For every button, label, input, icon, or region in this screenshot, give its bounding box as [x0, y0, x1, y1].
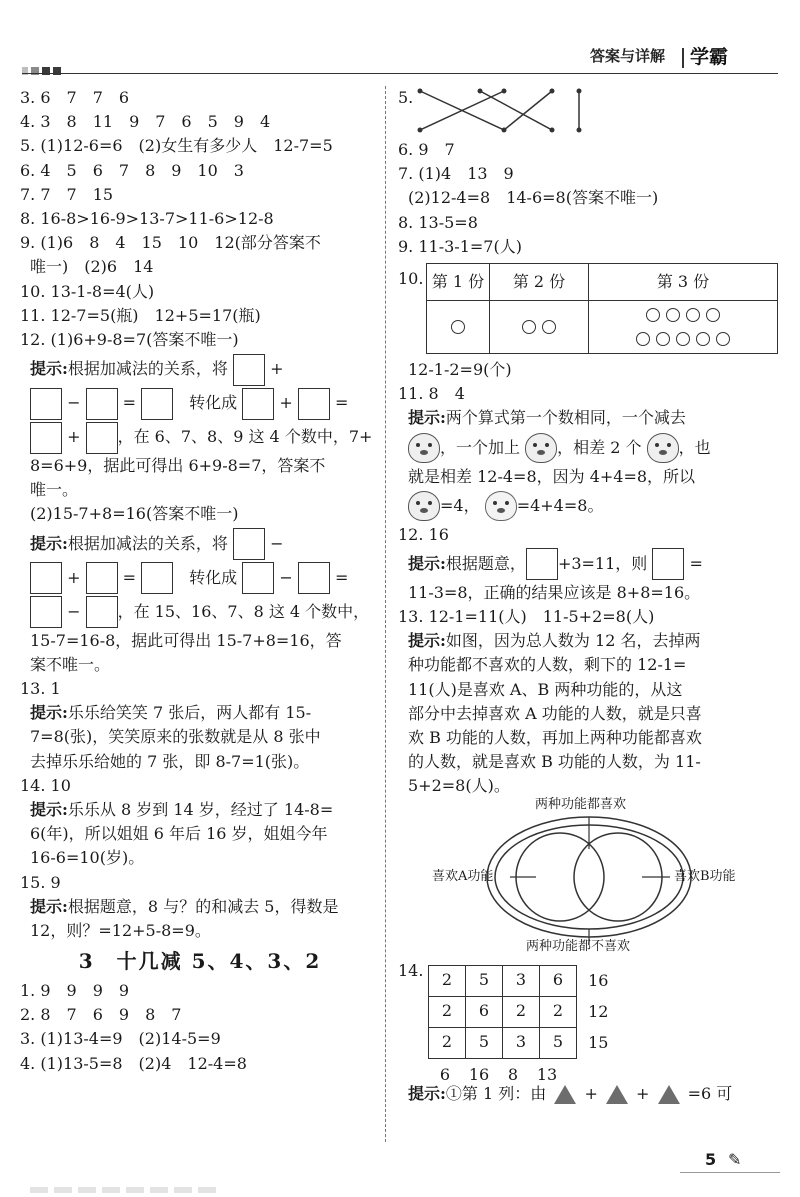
hint-line: 7=8(张)，笑笑原来的张数就是从 8 张中 — [30, 727, 321, 747]
hint-line: − = 转化成 + = — [20, 386, 380, 420]
hint-line — [20, 701, 380, 725]
hint-line: 的人数，就是喜欢 B 功能的人数，为 11- — [408, 752, 701, 772]
circle-icon — [706, 308, 720, 322]
hint-line: 5+2=8(人)。 — [408, 776, 510, 796]
tiger-icon — [485, 491, 517, 521]
circle-icon — [686, 308, 700, 322]
blank-box — [30, 422, 62, 454]
hint-line — [398, 406, 780, 430]
answer-line: 3. (1)13-4=9 (2)14-5=9 — [20, 1029, 221, 1049]
hint-line: 唯一。 — [30, 480, 79, 500]
hint-label: 提示: — [408, 631, 446, 651]
hint-text: =4+4=8。 — [516, 495, 604, 515]
blank-box — [30, 596, 62, 628]
answer-line: 9. 11-3-1=7(人) — [398, 236, 522, 256]
grouping-table — [426, 263, 778, 354]
answer-line: 12-1-2=9(个) — [408, 359, 512, 379]
hint-line: 提示:根据加减法的关系，将 + — [20, 352, 380, 386]
triangle-icon — [606, 1085, 628, 1104]
blank-box — [298, 388, 330, 420]
hint-line: 提示:①第 1 列：由 + + =6 可 — [408, 1083, 733, 1103]
column-divider — [385, 86, 386, 1142]
hint-text: = — [689, 553, 703, 573]
blank-box — [30, 388, 62, 420]
hint-line: 案不唯一。 — [30, 654, 111, 674]
hint-line: + ，在 6、7、8、9 这 4 个数中，7+ — [20, 420, 380, 454]
hint-text: ①第 1 列：由 — [445, 1083, 547, 1103]
answer-line: 9. (1)6 8 4 15 10 12(部分答案不 — [20, 233, 321, 253]
circle-icon — [636, 332, 650, 346]
hint-line — [20, 798, 380, 822]
table-cell — [589, 300, 778, 353]
grid-cell: 2 — [540, 996, 577, 1027]
hint-text: +3=11，则 — [557, 553, 648, 573]
answer-line: 12. 16 — [398, 524, 449, 544]
answer-line: 15. 9 — [20, 872, 61, 892]
hint-text: ，在 6、7、8、9 这 4 个数中，7+ — [117, 427, 373, 447]
blank-box — [242, 562, 274, 594]
blank-box — [298, 562, 330, 594]
circle-icon — [451, 320, 465, 334]
table-header: 第 3 份 — [589, 263, 778, 300]
hint-label: 提示: — [408, 1083, 446, 1103]
q5-block — [398, 86, 780, 138]
hint-line: 15-7=16-8，据此可得出 15-7+8=16，答 — [30, 630, 342, 650]
column-sum: 6 — [439, 1064, 451, 1084]
footer-rule — [680, 1172, 780, 1173]
section-title: 3 十几减 5、4、3、2 — [78, 949, 322, 974]
grid-cell: 2 — [429, 996, 466, 1027]
hint-text: 根据题意，8 与？的和减去 5，得数是 — [67, 896, 339, 916]
number-grid-wrap — [428, 965, 608, 1087]
hint-line — [398, 629, 780, 653]
answer-line: 5. — [398, 88, 414, 107]
answer-line: 10. — [398, 268, 424, 288]
puppy-icon — [525, 433, 557, 463]
hint-text: ，相差 2 个 — [557, 437, 642, 457]
venn-label-a: 喜欢A功能 — [432, 868, 494, 884]
hint-text: 根据题意， — [445, 553, 526, 573]
matching-lines-diagram — [416, 86, 616, 138]
header-rule — [22, 73, 778, 74]
hint-text: =4， — [440, 495, 480, 515]
hint-text: 乐乐给笑笑 7 张后，两人都有 15- — [67, 703, 312, 723]
blank-box — [86, 596, 118, 628]
blank-box — [141, 388, 173, 420]
q14-block — [398, 959, 780, 1084]
answer-line: 4. (1)13-5=8 (2)4 12-4=8 — [20, 1053, 247, 1073]
circle-icon — [676, 332, 690, 346]
answer-line: 12. (1)6+9-8=7(答案不唯一) — [20, 329, 239, 349]
circle-icon — [716, 332, 730, 346]
hint-line: 11-3=8，正确的结果应该是 8+8=16。 — [408, 582, 701, 602]
hint-line: 去掉乐乐给她的 7 张，即 8-7=1(张)。 — [30, 751, 310, 771]
blank-box — [86, 388, 118, 420]
hint-label: 提示: — [408, 553, 446, 573]
triangle-icon — [658, 1085, 680, 1104]
hint-line: 8=6+9，据此可得出 6+9-8=7，答案不 — [30, 456, 326, 476]
footer-decoration — [30, 1178, 770, 1188]
hint-line: 12，则？=12+5-8=9。 — [30, 920, 211, 940]
hint-line — [398, 431, 780, 465]
blank-box — [30, 562, 62, 594]
answer-line: 13. 1 — [20, 679, 61, 698]
hint-label: 提示: — [30, 533, 68, 553]
hint-line — [20, 895, 380, 919]
hint-text: 转化成 — [189, 393, 238, 413]
answer-line: 10. 13-1-8=4(人) — [20, 281, 155, 301]
hint-text: 两个算式第一个数相同，一个减去 — [445, 408, 686, 428]
venn-label-both: 两种功能都喜欢 — [535, 796, 627, 812]
hint-line: 种功能都不喜欢的人数，剩下的 12-1= — [408, 655, 687, 675]
circle-icon — [522, 320, 536, 334]
row-sums — [588, 965, 608, 1058]
grid-cell: 2 — [429, 965, 466, 996]
column-sum: 8 — [507, 1064, 519, 1084]
answer-line: 6. 4 5 6 7 8 9 10 3 — [20, 160, 244, 180]
circle-icon — [542, 320, 556, 334]
hint-text: ，一个加上 — [440, 437, 521, 457]
answer-line: (2)12-4=8 14-6=8(答案不唯一) — [408, 188, 659, 208]
header-separator — [682, 48, 684, 68]
circle-icon — [646, 308, 660, 322]
grid-cell: 5 — [466, 1027, 503, 1058]
table-cell — [427, 300, 490, 353]
row-sum: 15 — [588, 1032, 609, 1052]
grid-cell: 5 — [540, 1027, 577, 1058]
hint-line — [398, 489, 780, 523]
row-sum: 12 — [588, 1001, 609, 1021]
blank-box — [652, 548, 684, 580]
circle-icon — [666, 308, 680, 322]
hint-line: − ，在 15、16、7、8 这 4 个数中， — [20, 595, 380, 629]
circle-icon — [656, 332, 670, 346]
row-sum: 16 — [588, 970, 609, 990]
header-decoration — [22, 60, 64, 79]
blank-box — [86, 422, 118, 454]
column-sums — [428, 1063, 608, 1087]
hint-text: 根据加减法的关系，将 — [67, 359, 228, 379]
hint-line: 11(人)是喜欢 A、B 两种功能的，从这 — [408, 679, 683, 699]
answer-line: 2. 8 7 6 9 8 7 — [20, 1005, 182, 1025]
page-number: 5 — [705, 1150, 717, 1169]
hint-label: 提示: — [30, 896, 68, 916]
hint-text: 转化成 — [189, 567, 238, 587]
hint-line: 部分中去掉喜欢 A 功能的人数，就是只喜 — [408, 703, 702, 723]
hint-text: 根据加减法的关系，将 — [67, 533, 228, 553]
hint-text: ，在 15、16、7、8 这 4 个数中， — [117, 601, 370, 621]
blank-box — [233, 528, 265, 560]
hint-label: 提示: — [30, 359, 68, 379]
puppy-icon — [408, 433, 440, 463]
answer-line: 1. 9 9 9 9 — [20, 981, 130, 1001]
table-cell — [490, 300, 589, 353]
left-column — [20, 86, 380, 1076]
hint-text: =6 可 — [687, 1083, 733, 1103]
table-header: 第 2 份 — [490, 263, 589, 300]
blank-box — [526, 548, 558, 580]
venn-label-neither: 两种功能都不喜欢 — [526, 938, 631, 954]
grid-cell: 5 — [466, 965, 503, 996]
answer-line: 8. 16-8>16-9>13-7>11-6>12-8 — [20, 208, 274, 228]
hint-line — [398, 547, 780, 581]
answer-line: 14. 10 — [20, 775, 71, 795]
answer-line: 13. 12-1=11(人) 11-5+2=8(人) — [398, 607, 655, 627]
answer-line: 7. 7 7 15 — [20, 184, 114, 204]
answer-line: 5. (1)12-6=6 (2)女生有多少人 12-7=5 — [20, 136, 333, 156]
blank-box — [233, 354, 265, 386]
hint-line: 6(年)，所以姐姐 6 年后 16 岁，姐姐今年 — [30, 824, 328, 844]
answer-line: 11. 8 4 — [398, 384, 465, 404]
answer-line: 7. (1)4 13 9 — [398, 164, 514, 184]
answer-line: 11. 12-7=5(瓶) 12+5=17(瓶) — [20, 305, 261, 325]
answer-line: 14. — [398, 960, 424, 980]
number-grid — [428, 965, 577, 1059]
hint-label: 提示: — [30, 799, 68, 819]
pencil-icon: ✎ — [728, 1150, 742, 1169]
blank-box — [86, 562, 118, 594]
blank-box — [141, 562, 173, 594]
answer-line: 唯一) (2)6 14 — [30, 257, 154, 277]
blank-box — [242, 388, 274, 420]
hint-line: 欢 B 功能的人数，再加上两种功能都喜欢 — [408, 728, 702, 747]
answer-line: (2)15-7+8=16(答案不唯一) — [30, 504, 239, 524]
hint-text: 乐乐从 8 岁到 14 岁，经过了 14-8= — [67, 799, 334, 819]
hint-line: 16-6=10(岁)。 — [30, 848, 145, 868]
hint-label: 提示: — [30, 703, 68, 723]
grid-cell: 2 — [503, 996, 540, 1027]
header-brand-logo: 学霸 — [690, 46, 729, 68]
answer-line: 4. 3 8 11 9 7 6 5 9 4 — [20, 112, 271, 132]
header-title: 答案与详解 — [590, 47, 666, 65]
answer-line: 6. 9 7 — [398, 140, 455, 159]
right-column — [398, 86, 780, 1111]
puppy-icon — [647, 433, 679, 463]
grid-cell: 6 — [466, 996, 503, 1027]
column-sum: 13 — [536, 1064, 558, 1084]
q10-block — [398, 263, 780, 354]
hint-line: 提示:根据加减法的关系，将 − — [20, 527, 380, 561]
hint-line: 就是相差 12-4=8，因为 4+4=8，所以 — [408, 466, 696, 486]
venn-label-b: 喜欢B功能 — [674, 868, 736, 884]
answer-line: 8. 13-5=8 — [398, 212, 478, 232]
hint-text: 如图，因为总人数为 12 名，去掉两 — [445, 631, 701, 651]
hint-label: 提示: — [408, 408, 446, 428]
grid-cell: 3 — [503, 1027, 540, 1058]
hint-text: ，也 — [678, 437, 711, 457]
answer-line: 3. 6 7 7 6 — [20, 88, 130, 107]
column-sum: 16 — [468, 1064, 490, 1084]
puppy-icon — [408, 491, 440, 521]
grid-cell: 2 — [429, 1027, 466, 1058]
grid-cell: 6 — [540, 965, 577, 996]
circle-icon — [696, 332, 710, 346]
table-header: 第 1 份 — [427, 263, 490, 300]
triangle-icon — [554, 1085, 576, 1104]
grid-cell: 3 — [503, 965, 540, 996]
hint-line: + = 转化成 − = — [20, 561, 380, 595]
venn-diagram — [398, 796, 780, 955]
